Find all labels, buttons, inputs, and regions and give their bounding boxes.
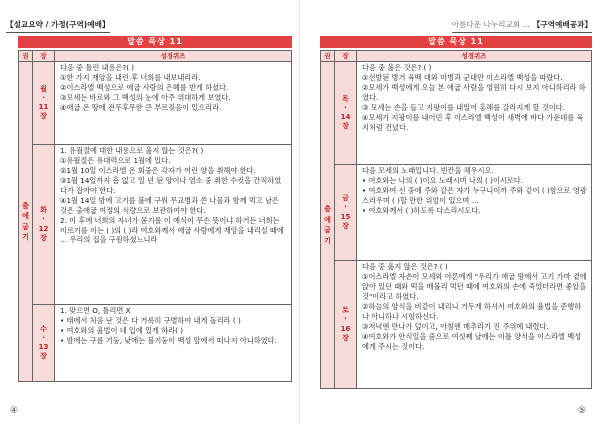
day-label: 금 · 15 장 — [335, 165, 357, 261]
right-page-header — [452, 19, 592, 30]
quiz-text: 1. 유월절에 대한 내용으로 옳지 않는 것은?( ) ①유월절은 유대력으로 1월에 있다. ②1월 10일 이스라엘 온 회중은 각자가 어린 양을 취해야 한다. ③1월 14일까지 흠 없고 일 년 된 양이나 염소 중 취한 수컷을 간직하였다가 잡아야 한다. ④1월 14일 밤에 고기를 불에 구워 무교병과 쓴 나물과 함께 먹고 남은 것은 출애굽 여정의 식량으로 보관하여야 한다. 2. 이 후에 너희의 자녀가 묻기를 이 예식이 무슨 뜻이냐 하거든 너희는 이르기를 이는 ( )의 ( )라 여호와께서 애굽 사람에게 재앙을 내리실 때에 … 우리의 집을 구원하셨느니라 — [60, 146, 284, 245]
quiz-text: 1. 맞으면 O, 틀리면 X • 태에서 처음 난 것은 다 거룩히 구별하여 내게 돌리라 ( ) • 여호와의 율법이 네 입에 있게 하라( ) • 밤에는 구름 기둥, 낮에는 불기둥이 백성 앞에서 떠나지 아니하였다. — [60, 306, 277, 345]
quiz-cell — [55, 145, 292, 305]
right-header-rule — [452, 32, 592, 33]
book-label: 출 애 굽 기 — [321, 62, 335, 389]
quiz-cell — [357, 165, 592, 261]
book-label: 출 애 굽 기 — [19, 62, 33, 382]
right-header-text: 【구역예배공과】 — [532, 20, 592, 29]
column-book: 권 — [321, 51, 335, 62]
column-chapter: 장 — [33, 51, 55, 62]
column-book: 권 — [19, 51, 33, 62]
column-chapter: 장 — [335, 51, 357, 62]
column-quiz: 성경퀴즈 — [357, 51, 592, 62]
day-label: 화 · 12 장 — [33, 145, 55, 305]
right-quiz-table — [320, 50, 592, 389]
right-title-bar: 말씀 묵상 11 — [320, 36, 592, 48]
quiz-cell — [55, 305, 292, 382]
left-header-rule — [6, 32, 110, 33]
day-label: 수 · 13 장 — [33, 305, 55, 382]
quiz-text: 다음 중 옳은 것은? ( ) ①선발된 병거 육백 대와 마병과 군대만 이스라엘 백성을 따랐다. ②모세가 백성에게 오늘 본 애굽 사람을 영원히 다시 보지 아니하리라 하였다. ③ 모세는 손을 들고 지팡이를 내밀어 홍해를 갈라지게 할 것이다. ④모세가 지팡이를 내어민 후 이스라엘 백성이 새벽에 바다 가운데를 육지처럼 건넜다. — [362, 63, 586, 132]
page-number: ⑤ — [577, 406, 586, 416]
day-label: 토 · 16 장 — [335, 261, 357, 389]
quiz-text: 다음 중 옳지 않은 것은? ( ) ①이스라엘 자손이 모세와 아론에게 "우리가 애굽 땅에서 고기 가마 곁에 앉아 있던 때와 떡을 배불리 먹던 때에 여호와의 손에 죽었더라면 좋았을 것"이라고 하였다. ②하늘의 양식을 비같이 내리니 거두게 하셔서 여호와의 율법을 준행하나 아니하나 시험하신다. ③저녁엔 만나가 덮이고, 아침엔 메추라기 진 주위에 내렸다. ④여호와가 안식일을 줌으로 여섯째 날에는 이틀 양식을 이스라엘 백성에게 주시는 것이다. — [362, 262, 587, 351]
day-label: 목 · 14 장 — [335, 62, 357, 165]
column-quiz: 성경퀴즈 — [55, 51, 292, 62]
quiz-cell — [357, 62, 592, 165]
quiz-text: 다음 모세의 노래입니다. 빈칸을 채우시오. • 여호와는 나의 ( )이요 노래시며 나의 ( )이시로다. • 여호와여 신 중에 주와 같은 자가 누구니이까 주와 같이 ( )함으로 영광스러우며 ( )할 만한 위엄이 있으며 … • 여호와께서 ( )하도록 다스리시도다. — [362, 166, 587, 215]
quiz-cell — [55, 62, 292, 145]
right-page — [300, 0, 600, 424]
quiz-text: 다음 중 틀린 내용은?( ) ①한 가지 재앙을 내린 후 너희를 내보내리라. ②이스라엘 백성으로 애굽 사람의 은혜를 받게 하셨다. ③모세는 바로와 그 백성의 눈에 아주 위대하게 보였다. ④애굽 온 땅에 전무후무한 큰 부르짖음이 있으리라. — [60, 63, 231, 112]
left-header-text: 【설교요약 / 가정(구역)예배】 — [6, 20, 110, 29]
page-number: ④ — [10, 406, 19, 416]
left-title-bar: 말씀 묵상 11 — [18, 36, 292, 48]
day-label: 월 · 11 장 — [33, 62, 55, 145]
quiz-cell — [357, 261, 592, 389]
left-page-header — [6, 19, 110, 30]
left-quiz-table — [18, 50, 292, 382]
right-header-subtitle: 아름다운 나누리교회 ... — [451, 20, 530, 29]
